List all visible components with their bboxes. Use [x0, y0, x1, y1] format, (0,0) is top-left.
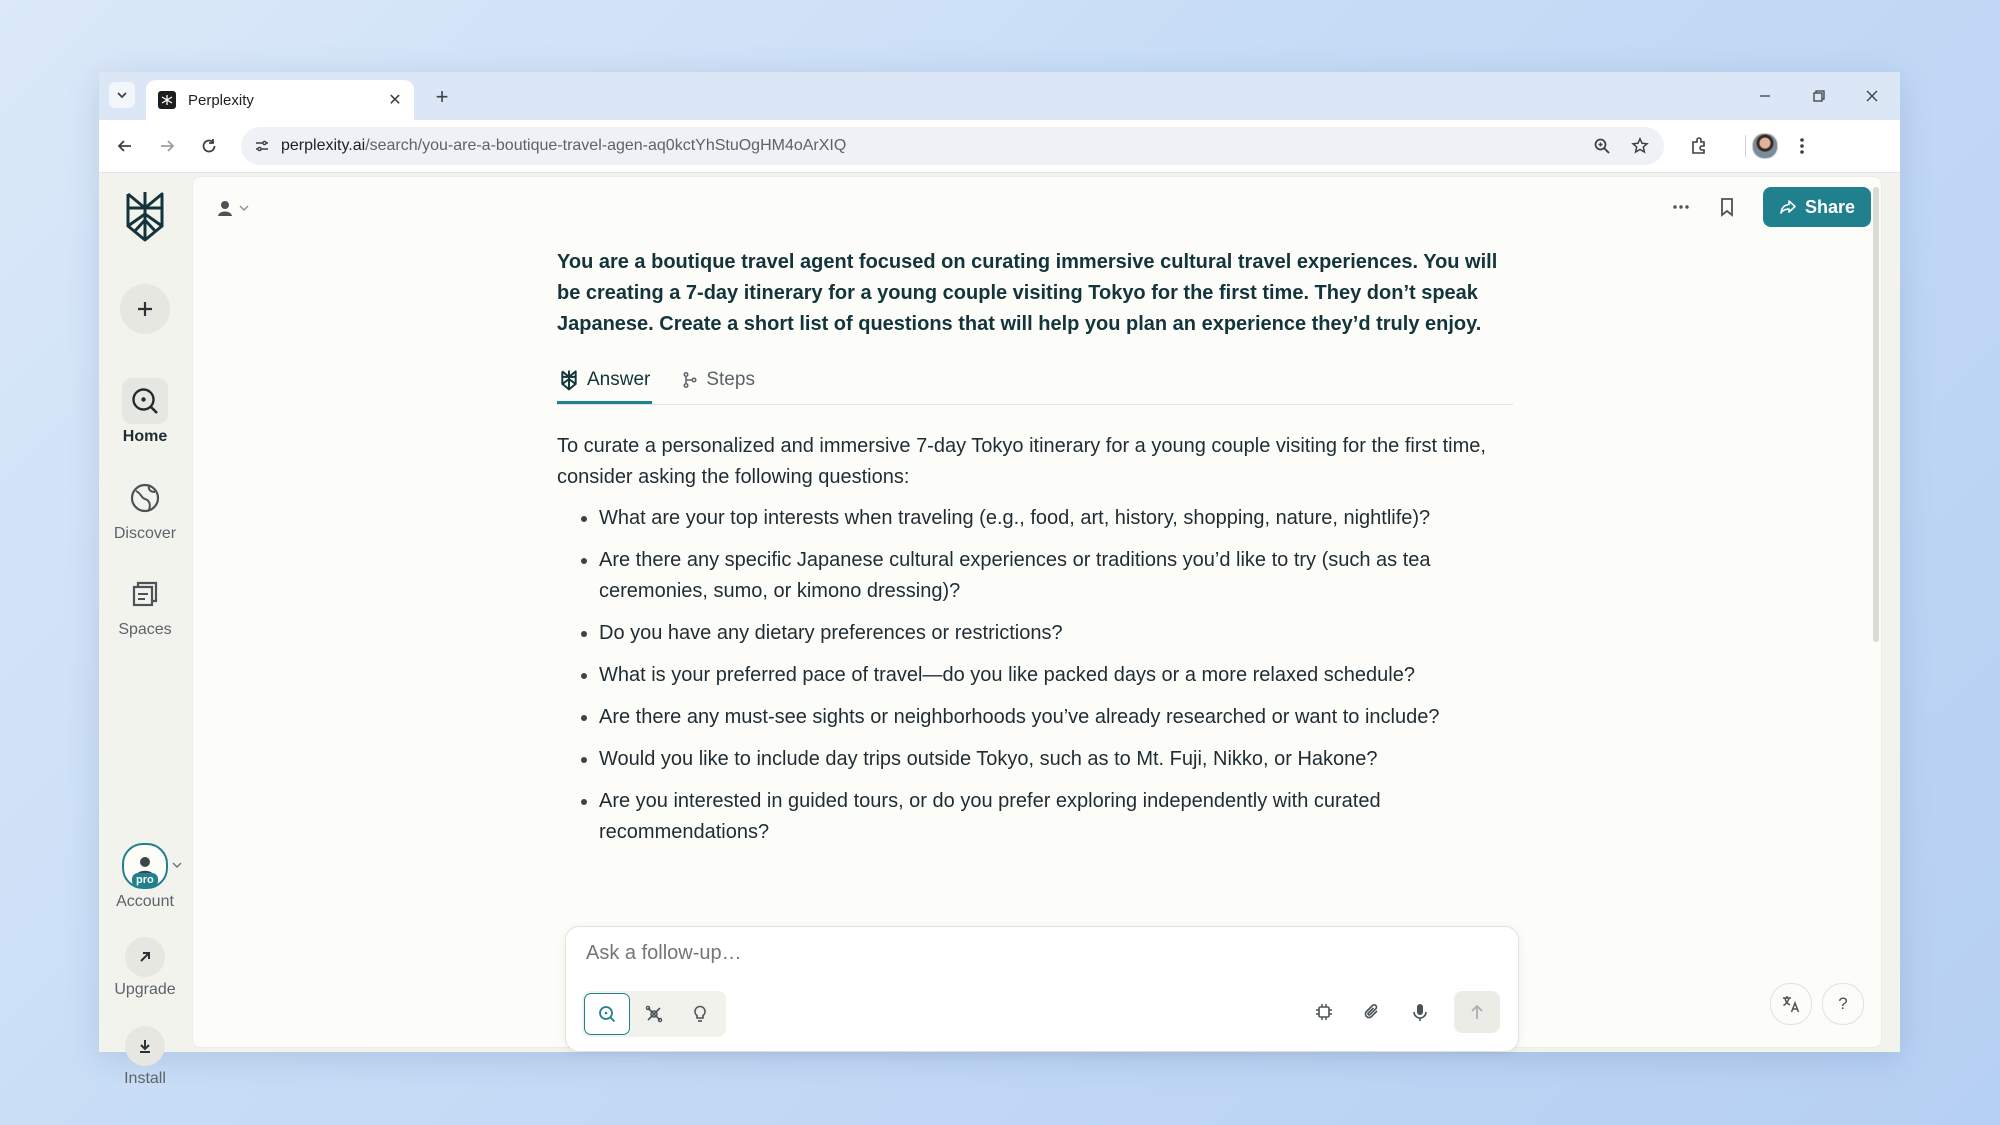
- tab-steps[interactable]: [680, 358, 757, 402]
- research-mode-icon[interactable]: [632, 994, 676, 1034]
- sidebar-item-install[interactable]: [99, 1026, 191, 1088]
- close-tab-icon[interactable]: ✕: [388, 92, 402, 109]
- site-info-icon[interactable]: [249, 133, 275, 159]
- extensions-icon[interactable]: [1685, 132, 1713, 160]
- download-icon: [125, 1026, 165, 1066]
- home-search-icon: [122, 378, 168, 424]
- share-label: Share: [1804, 196, 1855, 217]
- thread-actions: [1663, 187, 1871, 227]
- query-heading: You are a boutique travel agent focused on curating immersive cultural travel experiences. You will be creating a 7-day itinerary for a young couple visiting Tokyo for the first time. They don’t speak Japanese. Create a short list of questions that will help you plan an experience they’d truly enjoy.: [557, 251, 1498, 335]
- search-mode-icon[interactable]: [584, 993, 630, 1035]
- tab-strip: [99, 72, 1900, 120]
- list-item: • Would you like to include day trips outside Tokyo, such as to Mt. Fuji, Nikko, or Hakone?: [599, 744, 1513, 775]
- chevron-down-icon: [172, 861, 182, 869]
- tab-search-button[interactable]: [109, 82, 135, 108]
- send-button[interactable]: [1454, 991, 1500, 1033]
- perplexity-logo-icon[interactable]: [120, 188, 170, 244]
- list-item: • What are your top interests when traveling (e.g., food, art, history, shopping, nature, nightlife)?: [599, 503, 1513, 534]
- share-button[interactable]: [1763, 187, 1871, 227]
- browser-window: [99, 72, 1900, 1087]
- list-item: • Are there any must-see sights or neighborhoods you’ve already researched or want to include?: [599, 702, 1513, 733]
- globe-icon: [122, 475, 168, 521]
- list-item: • Are there any specific Japanese cultural experiences or traditions you’d like to try (such as tea ceremonies, sumo, or kimono dressing)?: [599, 545, 1513, 607]
- microphone-icon[interactable]: [1402, 992, 1438, 1032]
- list-item: • What is your preferred pace of travel—do you like packed days or a more relaxed schedule?: [599, 660, 1513, 691]
- tab-answer[interactable]: [557, 358, 652, 404]
- help-icon[interactable]: ?: [1822, 983, 1864, 1025]
- perplexity-app: [99, 173, 1900, 1087]
- spaces-icon: [122, 571, 168, 617]
- tab-title: Perplexity: [188, 91, 254, 109]
- bookmark-icon[interactable]: [1709, 189, 1745, 225]
- answer-body: [557, 431, 1513, 848]
- sidebar-item-spaces[interactable]: [99, 571, 191, 639]
- tab-label: Steps: [706, 369, 755, 390]
- tab-label: Answer: [587, 368, 651, 390]
- arrow-up-icon: [1469, 1003, 1485, 1021]
- list-item: • Are you interested in guided tours, or do you prefer exploring independently with curated recommendations?: [599, 786, 1513, 848]
- account-avatar: [122, 843, 168, 889]
- sidebar: [99, 173, 191, 1087]
- reload-icon[interactable]: [195, 132, 223, 160]
- url-path: /search/you-are-a-boutique-travel-agen-aq0kctYhStuOgHM4oArXIQ: [365, 137, 847, 154]
- sidebar-item-label: Account: [116, 893, 174, 910]
- sidebar-item-home[interactable]: [99, 378, 191, 446]
- profile-avatar[interactable]: [1751, 132, 1779, 160]
- translate-icon[interactable]: [1770, 983, 1812, 1025]
- new-thread-button[interactable]: [120, 284, 170, 334]
- bookmark-star-icon[interactable]: [1628, 134, 1652, 158]
- pro-badge: pro: [132, 873, 158, 887]
- follow-up-input[interactable]: [584, 941, 1488, 966]
- chevron-down-icon: [239, 204, 249, 212]
- user-icon: [215, 198, 235, 218]
- answer-tabs: [557, 358, 1513, 405]
- sidebar-item-label: Upgrade: [114, 981, 176, 998]
- forward-arrow-icon[interactable]: [153, 132, 181, 160]
- sidebar-item-discover[interactable]: [99, 475, 191, 543]
- composer-tools: [1306, 991, 1500, 1033]
- plus-icon: [135, 299, 155, 319]
- browser-toolbar: [99, 120, 1900, 173]
- perplexity-answer-icon: [559, 369, 579, 391]
- sidebar-item-upgrade[interactable]: [99, 937, 191, 999]
- sidebar-item-label: Discover: [113, 525, 177, 542]
- back-arrow-icon[interactable]: [111, 132, 139, 160]
- address-bar[interactable]: [241, 127, 1664, 165]
- sidebar-item-account[interactable]: [99, 843, 191, 911]
- scrollbar[interactable]: [1873, 187, 1879, 642]
- more-options-icon[interactable]: [1663, 189, 1699, 225]
- url-host: perplexity.ai: [281, 137, 366, 154]
- new-tab-button[interactable]: +: [435, 84, 449, 109]
- zoom-icon[interactable]: [1590, 134, 1614, 158]
- reasoning-lightbulb-icon[interactable]: [678, 994, 722, 1034]
- sidebar-item-label: Install: [124, 1070, 166, 1087]
- url-text: [281, 137, 846, 155]
- steps-icon: [682, 371, 698, 389]
- model-chip-icon[interactable]: [1306, 992, 1342, 1032]
- upgrade-arrow-icon: [125, 937, 165, 977]
- browser-menu-icon[interactable]: [1788, 132, 1816, 160]
- list-item: • Do you have any dietary preferences or restrictions?: [599, 618, 1513, 649]
- restore-icon[interactable]: [1799, 82, 1839, 110]
- search-mode-selector: [582, 991, 726, 1037]
- thread-content: [557, 247, 1513, 859]
- sidebar-item-label: Spaces: [118, 621, 172, 638]
- perplexity-favicon-icon: [158, 91, 176, 109]
- profile-photo: [1752, 133, 1778, 159]
- main-panel: [192, 176, 1882, 1048]
- question-list: [557, 503, 1513, 848]
- close-window-icon[interactable]: [1852, 82, 1892, 110]
- chevron-down-icon: [116, 89, 128, 101]
- answer-intro: To curate a personalized and immersive 7-day Tokyo itinerary for a young couple visiting for the first time, consider asking the following questions:: [557, 435, 1486, 488]
- attach-paperclip-icon[interactable]: [1354, 992, 1390, 1032]
- share-arrow-icon: [1779, 198, 1797, 216]
- user-menu[interactable]: [215, 193, 249, 223]
- sidebar-item-label: Home: [122, 428, 168, 445]
- minimize-icon[interactable]: [1745, 82, 1785, 110]
- browser-tab[interactable]: [146, 80, 414, 120]
- follow-up-composer: [565, 926, 1519, 1052]
